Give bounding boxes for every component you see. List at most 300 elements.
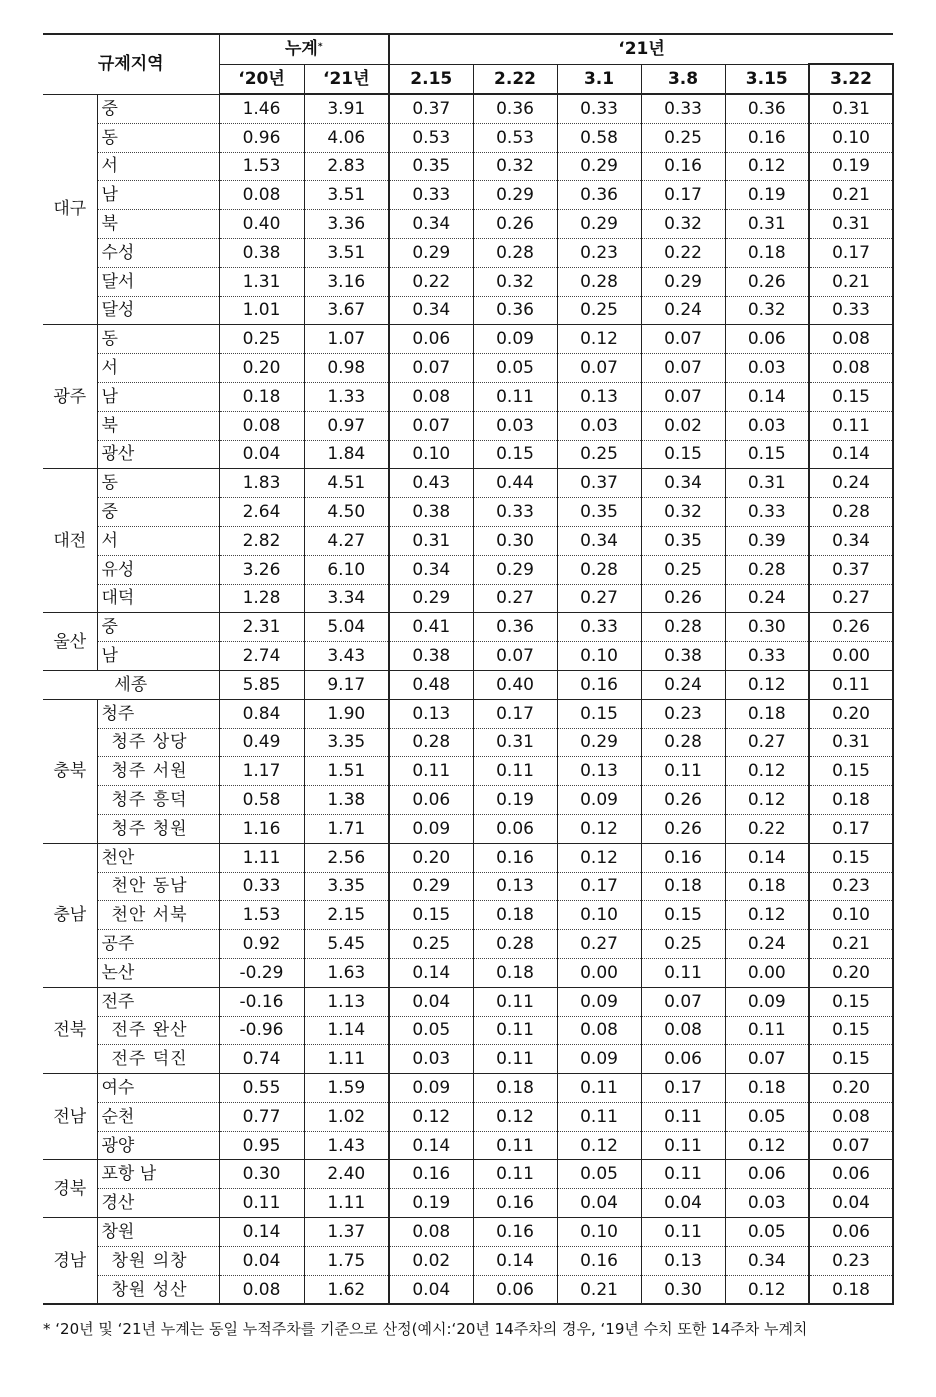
value-cell: 0.10 [557,642,641,671]
value-cell: 0.04 [219,440,304,469]
value-cell: 3.35 [304,872,389,901]
value-cell: 0.08 [641,1016,725,1045]
value-cell: 1.59 [304,1074,389,1103]
value-cell: 0.24 [725,584,809,613]
value-cell: 0.25 [641,123,725,152]
value-cell: 0.03 [725,411,809,440]
value-cell: 0.12 [725,670,809,699]
district-cell: 서 [97,354,219,383]
value-cell: 0.13 [389,699,473,728]
district-cell: 창원 성산 [111,1279,188,1300]
value-cell: 3.51 [304,238,389,267]
table-row [43,872,893,901]
value-cell: 0.27 [557,584,641,613]
value-cell: 1.38 [304,786,389,815]
table-row [43,1218,893,1247]
value-cell: 0.19 [389,1189,473,1218]
value-cell-highlight: 0.26 [809,613,893,642]
value-cell: 0.43 [389,469,473,498]
value-cell: 0.25 [641,930,725,959]
value-cell: 0.12 [557,1131,641,1160]
value-cell-highlight: 0.06 [809,1160,893,1189]
value-cell: 0.09 [557,1045,641,1074]
value-cell: 0.06 [389,786,473,815]
value-cell: 0.10 [557,1218,641,1247]
district-cell: 청주 흥덕 [97,786,219,815]
header-row-1 [43,34,893,64]
value-cell: 0.29 [557,152,641,181]
value-cell: 0.29 [473,555,557,584]
district-cell: 전주 [97,987,219,1016]
region-cell: 대전 [43,469,97,613]
value-cell: 0.96 [219,123,304,152]
value-cell-highlight: 0.21 [809,930,893,959]
value-cell: 0.12 [725,757,809,786]
value-cell: 6.10 [304,555,389,584]
value-cell: 3.43 [304,642,389,671]
value-cell: 0.15 [725,440,809,469]
value-cell: 0.03 [725,1189,809,1218]
district-cell: 청주 [97,699,219,728]
value-cell: 0.14 [725,843,809,872]
value-cell: -0.29 [219,958,304,987]
value-cell-highlight: 0.10 [809,901,893,930]
value-cell: -0.96 [219,1016,304,1045]
value-cell: 0.27 [473,584,557,613]
footnote: * ‘20년 및 ‘21년 누계는 동일 누적주차를 기준으로 산정(예시:‘20년 14주차의 경우, ‘19년 수치 또한 14주차 누계치 [43,1320,808,1338]
table-row [43,94,893,123]
col-header: ‘21년 [304,64,389,94]
table-row [43,699,893,728]
col-header: 2.15 [389,64,473,94]
region-cell: 광주 [43,325,97,469]
value-cell: 0.33 [473,498,557,527]
value-cell: 0.11 [473,1131,557,1160]
district-cell: 청주 서원 [97,757,219,786]
col-header: ‘20년 [219,64,304,94]
value-cell-highlight: 0.15 [809,1045,893,1074]
value-cell: 0.02 [641,411,725,440]
value-cell: 0.07 [641,987,725,1016]
value-cell: 0.12 [557,325,641,354]
value-cell-highlight: 0.08 [809,1102,893,1131]
value-cell: 2.74 [219,642,304,671]
value-cell: 1.51 [304,757,389,786]
table-row [43,555,893,584]
col-header: 3.15 [725,64,809,94]
value-cell: 1.84 [304,440,389,469]
value-cell: 0.97 [304,411,389,440]
value-cell: 0.11 [641,1160,725,1189]
value-cell: 0.16 [641,843,725,872]
value-cell: 0.18 [725,238,809,267]
value-cell-highlight: 0.15 [809,757,893,786]
value-cell: 0.20 [219,354,304,383]
value-cell-highlight: 0.17 [809,238,893,267]
value-cell: 0.17 [557,872,641,901]
district-cell: 경산 [97,1189,219,1218]
value-cell: 0.34 [557,526,641,555]
table-row [43,613,893,642]
value-cell: 0.95 [219,1131,304,1160]
value-cell: 0.06 [389,325,473,354]
value-cell: 0.31 [473,728,557,757]
value-cell: 0.12 [557,814,641,843]
district-cell: 남 [97,642,219,671]
value-cell: 3.26 [219,555,304,584]
value-cell: 0.11 [473,1016,557,1045]
value-cell: 0.23 [641,699,725,728]
district-cell: 북 [97,210,219,239]
value-cell: 0.38 [389,642,473,671]
district-cell: 여수 [97,1074,219,1103]
table-row [43,814,893,843]
value-cell: 0.38 [219,238,304,267]
value-cell: 0.22 [389,267,473,296]
value-cell: 0.58 [219,786,304,815]
value-cell: 0.33 [641,94,725,123]
value-cell: 0.37 [389,94,473,123]
value-cell: 0.21 [557,1275,641,1304]
value-cell: 0.20 [389,843,473,872]
value-cell: 1.13 [304,987,389,1016]
district-cell: 동 [97,469,219,498]
value-cell: 0.22 [725,814,809,843]
value-cell: 0.36 [725,94,809,123]
value-cell: 0.04 [389,1275,473,1304]
value-cell: 0.00 [725,958,809,987]
district-cell: 창원 의창 [97,1246,219,1275]
value-cell: 0.10 [389,440,473,469]
value-cell: 2.56 [304,843,389,872]
value-cell: 0.35 [641,526,725,555]
district-cell: 중 [97,94,219,123]
table-row [43,1246,893,1275]
table-row [43,1016,893,1045]
value-cell: 0.25 [641,555,725,584]
value-cell: 0.11 [389,757,473,786]
value-cell: 0.06 [725,1160,809,1189]
district-cell: 포항 남 [97,1160,219,1189]
price-change-table [43,33,894,1305]
value-cell: -0.16 [219,987,304,1016]
value-cell-highlight: 0.31 [809,210,893,239]
value-cell: 0.27 [725,728,809,757]
value-cell: 0.16 [641,152,725,181]
table-row [43,670,893,699]
district-cell: 대덕 [97,584,219,613]
value-cell-highlight: 0.10 [809,123,893,152]
value-cell: 0.26 [473,210,557,239]
table-row [43,1189,893,1218]
district-cell: 달서 [97,267,219,296]
table-row [43,728,893,757]
district-cell: 중 [97,613,219,642]
value-cell-highlight: 0.20 [809,1074,893,1103]
value-cell-highlight: 0.21 [809,267,893,296]
value-cell: 0.55 [219,1074,304,1103]
value-cell: 0.09 [389,814,473,843]
value-cell: 0.16 [473,1189,557,1218]
value-cell: 0.22 [641,238,725,267]
value-cell: 4.50 [304,498,389,527]
value-cell: 0.04 [219,1246,304,1275]
table-row [43,498,893,527]
value-cell: 0.36 [557,181,641,210]
value-cell: 1.63 [304,958,389,987]
value-cell: 1.14 [304,1016,389,1045]
value-cell: 0.39 [725,526,809,555]
value-cell: 0.07 [389,354,473,383]
value-cell: 1.07 [304,325,389,354]
value-cell: 0.26 [641,584,725,613]
value-cell: 1.17 [219,757,304,786]
table-row [43,843,893,872]
value-cell: 0.33 [725,642,809,671]
value-cell: 0.09 [389,1074,473,1103]
value-cell: 2.64 [219,498,304,527]
table-row [43,354,893,383]
value-cell: 0.05 [473,354,557,383]
value-cell-highlight: 0.31 [809,94,893,123]
table-row [43,1160,893,1189]
district-cell: 남 [97,181,219,210]
value-cell: 0.11 [473,1045,557,1074]
value-cell: 0.11 [641,1102,725,1131]
value-cell: 0.13 [557,382,641,411]
value-cell: 0.17 [641,1074,725,1103]
value-cell: 0.11 [473,987,557,1016]
value-cell: 0.33 [557,94,641,123]
value-cell: 5.85 [219,670,304,699]
table-row [43,152,893,181]
value-cell: 1.01 [219,296,304,325]
value-cell: 0.34 [641,469,725,498]
value-cell: 0.28 [641,728,725,757]
value-cell: 4.51 [304,469,389,498]
value-cell: 0.09 [725,987,809,1016]
value-cell: 0.04 [557,1189,641,1218]
value-cell: 0.11 [641,757,725,786]
value-cell: 0.16 [557,1246,641,1275]
value-cell: 1.53 [219,152,304,181]
value-cell: 0.38 [389,498,473,527]
value-cell: 0.17 [641,181,725,210]
value-cell: 0.06 [725,325,809,354]
value-cell: 0.13 [473,872,557,901]
region-cell: 경남 [43,1218,97,1305]
value-cell: 1.11 [304,1045,389,1074]
district-cell: 서 [97,526,219,555]
value-cell: 0.14 [389,1131,473,1160]
value-cell: 0.16 [725,123,809,152]
value-cell: 0.04 [641,1189,725,1218]
value-cell: 2.83 [304,152,389,181]
value-cell: 0.74 [219,1045,304,1074]
col-header: 2.22 [473,64,557,94]
value-cell-highlight: 0.07 [809,1131,893,1160]
value-cell: 5.04 [304,613,389,642]
value-cell: 0.08 [219,181,304,210]
region-cell: 경북 [43,1160,97,1218]
value-cell-highlight: 0.15 [809,1016,893,1045]
value-cell: 0.13 [557,757,641,786]
table-row [43,181,893,210]
value-cell-highlight: 0.04 [809,1189,893,1218]
value-cell: 0.16 [473,843,557,872]
value-cell: 0.04 [389,987,473,1016]
table-row [43,238,893,267]
value-cell: 0.15 [389,901,473,930]
value-cell-highlight: 0.15 [809,843,893,872]
value-cell: 0.11 [641,958,725,987]
value-cell-highlight: 0.20 [809,958,893,987]
value-cell: 1.02 [304,1102,389,1131]
value-cell: 0.06 [473,1275,557,1304]
value-cell: 0.37 [557,469,641,498]
value-cell-highlight: 0.11 [809,670,893,699]
cumulative-header [219,34,389,64]
value-cell-highlight: 0.34 [809,526,893,555]
table-row [43,901,893,930]
value-cell: 0.41 [389,613,473,642]
value-cell: 0.19 [725,181,809,210]
value-cell: 0.16 [473,1218,557,1247]
value-cell: 0.05 [557,1160,641,1189]
value-cell: 0.29 [473,181,557,210]
value-cell: 0.11 [641,1218,725,1247]
col-header-highlight: 3.22 [809,64,893,94]
value-cell: 1.33 [304,382,389,411]
value-cell: 0.14 [219,1218,304,1247]
table-row [43,411,893,440]
value-cell: 0.03 [725,354,809,383]
region-cell: 대구 [43,94,97,325]
district-cell: 천안 서북 [97,901,219,930]
value-cell: 9.17 [304,670,389,699]
value-cell: 0.29 [389,238,473,267]
district-cell: 천안 [97,843,219,872]
value-cell: 1.43 [304,1131,389,1160]
value-cell: 0.18 [473,1074,557,1103]
region-cell: 충남 [43,843,97,987]
district-cell: 청주 상당 [97,728,219,757]
col-header: 3.8 [641,64,725,94]
table-row [43,296,893,325]
value-cell: 0.18 [641,872,725,901]
value-cell: 0.33 [389,181,473,210]
value-cell: 0.25 [389,930,473,959]
value-cell: 0.24 [641,670,725,699]
value-cell: 0.36 [473,296,557,325]
table-row [43,440,893,469]
value-cell: 1.83 [219,469,304,498]
district-cell: 천안 동남 [97,872,219,901]
value-cell: 0.03 [557,411,641,440]
value-cell: 0.05 [725,1218,809,1247]
value-cell: 3.36 [304,210,389,239]
value-cell: 2.82 [219,526,304,555]
region-cell: 전남 [43,1074,97,1160]
value-cell: 0.02 [389,1246,473,1275]
value-cell: 1.53 [219,901,304,930]
col-header: 3.1 [557,64,641,94]
value-cell: 0.16 [557,670,641,699]
value-cell: 0.28 [557,267,641,296]
table-row [43,382,893,411]
value-cell-highlight: 0.19 [809,152,893,181]
value-cell: 0.24 [725,930,809,959]
value-cell: 0.29 [389,872,473,901]
district-cell: 창원 [97,1218,219,1247]
value-cell: 0.25 [219,325,304,354]
district-cell: 동 [97,325,219,354]
value-cell: 0.12 [725,786,809,815]
value-cell: 2.31 [219,613,304,642]
value-cell: 0.28 [725,555,809,584]
cumulative-label: 누계 [284,39,318,60]
value-cell-highlight: 0.06 [809,1218,893,1247]
value-cell-highlight: 0.20 [809,699,893,728]
district-cell: 전주 덕진 [97,1045,219,1074]
district-cell: 북 [97,411,219,440]
value-cell: 0.35 [557,498,641,527]
value-cell: 3.34 [304,584,389,613]
value-cell: 0.33 [725,498,809,527]
table-row [43,786,893,815]
value-cell: 0.29 [557,210,641,239]
value-cell: 0.15 [641,440,725,469]
value-cell: 0.40 [219,210,304,239]
value-cell: 0.34 [389,555,473,584]
value-cell: 1.75 [304,1246,389,1275]
value-cell: 0.32 [473,267,557,296]
value-cell-highlight: 0.23 [809,872,893,901]
value-cell: 3.51 [304,181,389,210]
value-cell: 0.31 [389,526,473,555]
value-cell: 0.13 [641,1246,725,1275]
table-row [43,987,893,1016]
value-cell: 0.08 [219,1275,304,1304]
value-cell: 0.18 [473,901,557,930]
district-cell: 남 [97,382,219,411]
table-row [43,1131,893,1160]
value-cell: 0.34 [389,296,473,325]
value-cell: 0.00 [557,958,641,987]
value-cell: 3.67 [304,296,389,325]
value-cell: 0.08 [557,1016,641,1045]
value-cell: 0.28 [641,613,725,642]
value-cell: 0.12 [557,843,641,872]
district-cell: 청주 청원 [97,814,219,843]
value-cell: 1.11 [304,1189,389,1218]
value-cell: 3.16 [304,267,389,296]
value-cell-highlight: 0.24 [809,469,893,498]
value-cell: 0.26 [725,267,809,296]
district-cell: 수성 [97,238,219,267]
value-cell: 1.46 [219,94,304,123]
value-cell: 0.15 [557,699,641,728]
value-cell: 0.11 [219,1189,304,1218]
value-cell: 4.27 [304,526,389,555]
value-cell: 1.28 [219,584,304,613]
year-header: ‘21년 [389,34,893,64]
table-row [43,1074,893,1103]
value-cell: 0.07 [641,325,725,354]
value-cell: 0.07 [641,382,725,411]
value-cell: 0.11 [473,382,557,411]
value-cell: 0.03 [473,411,557,440]
